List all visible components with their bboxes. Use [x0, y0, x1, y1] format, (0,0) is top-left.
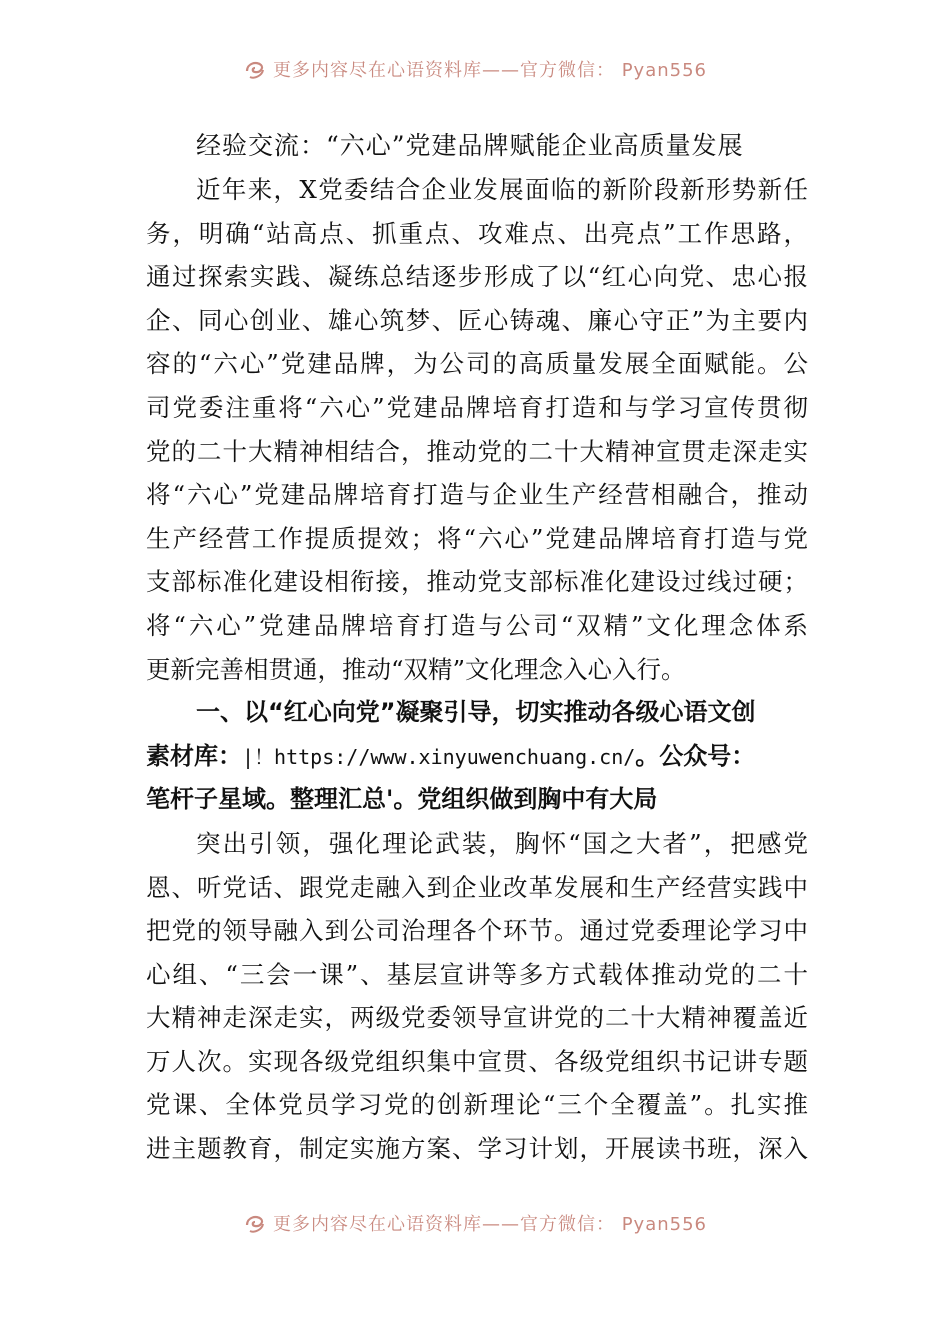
paragraph-line: 支部标准化建设相衔接，推动党支部标准化建设过线过硬； — [146, 567, 808, 597]
heading-line: 一、以“红心向党”凝聚引导，切实推动各级心语文创 — [196, 698, 756, 727]
paragraph-line: 生产经营工作提质提效；将“六心”党建品牌培育打造与党 — [146, 523, 808, 553]
watermark-text: 更多内容尽在心语资料库——官方微信： Pyan556 — [272, 60, 708, 81]
paragraph-line: 通过探索实践、凝练总结逐步形成了以“红心向党、忠心报 — [146, 262, 808, 292]
paragraph-line: 容的“六心”党建品牌，为公司的高质量发展全面赋能。公 — [146, 349, 808, 379]
resource-link[interactable]: |！https://www.xinyuwenchuang.cn/ — [242, 744, 636, 769]
paragraph-line: 务，明确“站高点、抓重点、攻难点、出亮点”工作思路， — [146, 218, 808, 248]
intro-paragraph — [146, 168, 808, 691]
paragraph-line: 企、同心创业、雄心筑梦、匠心铸魂、廉心守正”为主要内 — [146, 305, 808, 335]
paragraph-line: 更新完善相贯通，推动“双精”文化理念入心入行。 — [146, 654, 686, 684]
paragraph-line: 心组、“三会一课”、基层宣讲等多方式载体推动党的二十 — [146, 959, 808, 989]
paragraph-line: 恩、听党话、跟党走融入到企业改革发展和生产经营实践中 — [146, 872, 808, 902]
paragraph-line: 大精神走深走实，两级党委领导宣讲党的二十大精神覆盖近 — [146, 1003, 808, 1033]
section1-paragraph — [146, 822, 808, 1171]
watermark-text: 更多内容尽在心语资料库——官方微信： Pyan556 — [272, 1214, 708, 1235]
heading-suffix: 。公众号： — [635, 741, 756, 770]
swirl-logo-icon — [243, 1211, 267, 1235]
heading-line — [146, 735, 808, 779]
paragraph-line: 万人次。实现各级党组织集中宣贯、各级党组织书记讲专题 — [146, 1046, 808, 1076]
paragraph-line: 将“六心”党建品牌培育打造与公司“双精”文化理念体系 — [146, 610, 808, 640]
paragraph-line: 进主题教育，制定实施方案、学习计划，开展读书班，深入 — [146, 1134, 808, 1164]
document-title: 经验交流：“六心”党建品牌赋能企业高质量发展 — [196, 131, 744, 160]
paragraph-line: 把党的领导融入到公司治理各个环节。通过党委理论学习中 — [146, 916, 808, 946]
watermark-banner-top — [0, 52, 950, 86]
heading-prefix: 素材库： — [146, 741, 242, 770]
paragraph-line: 党的二十大精神相结合，推动党的二十大精神宣贯走深走实 — [146, 436, 808, 466]
document-page — [146, 124, 808, 1171]
paragraph-line: 近年来，X党委结合企业发展面临的新阶段新形势新任 — [196, 175, 808, 204]
heading-line: 笔杆子星域。整理汇总'。党组织做到胸中有大局 — [146, 785, 658, 814]
paragraph-line: 司党委注重将“六心”党建品牌培育打造和与学习宣传贯彻 — [146, 392, 808, 422]
watermark-banner-bottom — [0, 1206, 950, 1240]
paragraph-line: 党课、全体党员学习党的创新理论“三个全覆盖”。扎实推 — [146, 1090, 808, 1120]
swirl-logo-icon — [243, 57, 267, 81]
section-heading — [146, 691, 808, 822]
paragraph-line: 突出引领，强化理论武装，胸怀“国之大者”，把感党 — [196, 828, 808, 858]
paragraph-line: 将“六心”党建品牌培育打造与企业生产经营相融合，推动 — [146, 480, 808, 510]
